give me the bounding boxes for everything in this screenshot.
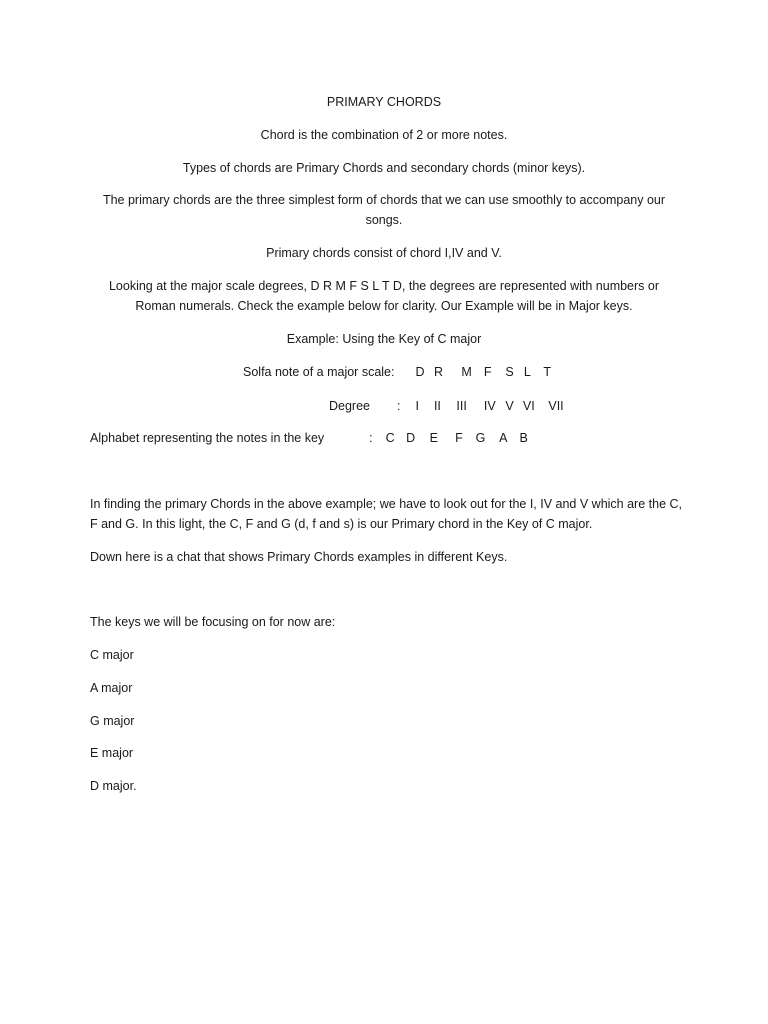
solfa-note: D: [415, 365, 425, 379]
key-list-item: D major.: [90, 779, 137, 793]
solfa-label: Solfa note of a major scale:: [243, 365, 395, 379]
alphabet-note: F: [455, 431, 463, 445]
key-list-item: E major: [90, 746, 134, 760]
degree-value: II: [433, 399, 441, 413]
degree-value: III: [456, 399, 467, 413]
paragraph-chord-definition: Chord is the combination of 2 or more notes.: [260, 128, 508, 142]
alphabet-note: G: [475, 431, 486, 445]
key-list-item: C major: [90, 648, 134, 662]
degree-colon: :: [396, 399, 401, 413]
alphabet-note: A: [499, 431, 508, 445]
alphabet-note: E: [429, 431, 438, 445]
paragraph-primary-chords-consist: Primary chords consist of chord I,IV and V.: [266, 246, 502, 260]
paragraph-chart-intro: Down here is a chat that shows Primary Chords examples in different Keys.: [90, 550, 508, 564]
degree-label: Degree: [329, 399, 370, 413]
page-title: PRIMARY CHORDS: [326, 95, 442, 109]
alphabet-label: Alphabet representing the notes in the key: [90, 431, 325, 445]
paragraph-scale-degrees: Looking at the major scale degrees, D R M F S L T D, the degrees are represented with numbers or Roman numerals. Check the example below for clarity. Our Example will be in Major keys.: [108, 279, 660, 313]
alphabet-note: B: [519, 431, 528, 445]
alphabet-colon: :: [369, 431, 373, 445]
solfa-note: L: [523, 365, 531, 379]
degree-value: VII: [548, 399, 564, 413]
paragraph-primary-chords-description: The primary chords are the three simplest form of chords that we can use smoothly to accompany our songs.: [102, 193, 666, 227]
alphabet-note: C: [385, 431, 395, 445]
degree-value: I: [415, 399, 419, 413]
solfa-row: [243, 362, 551, 382]
paragraph-finding-primary-chords: In finding the primary Chords in the above example; we have to look out for the I, IV and V which are the C, F and G. In this light, the C, F and G (d, f and s) is our Primary chord in the Key of C major.: [90, 497, 682, 531]
solfa-note: M: [461, 365, 472, 379]
paragraph-chord-types: Types of chords are Primary Chords and secondary chords (minor keys).: [182, 161, 586, 175]
alphabet-row: [90, 428, 528, 448]
paragraph-example-heading: Example: Using the Key of C major: [286, 332, 482, 346]
solfa-note: S: [505, 365, 514, 379]
key-list-item: G major: [90, 714, 135, 728]
degree-value: VI: [522, 399, 535, 413]
paragraph-keys-intro: The keys we will be focusing on for now are:: [90, 615, 336, 629]
degree-value: V: [505, 399, 514, 413]
solfa-note: F: [483, 365, 492, 379]
solfa-note: T: [543, 365, 551, 379]
key-list-item: A major: [90, 681, 133, 695]
degree-value: IV: [483, 399, 496, 413]
degree-row: [329, 396, 564, 416]
alphabet-note: D: [406, 431, 416, 445]
solfa-note: R: [433, 365, 443, 379]
